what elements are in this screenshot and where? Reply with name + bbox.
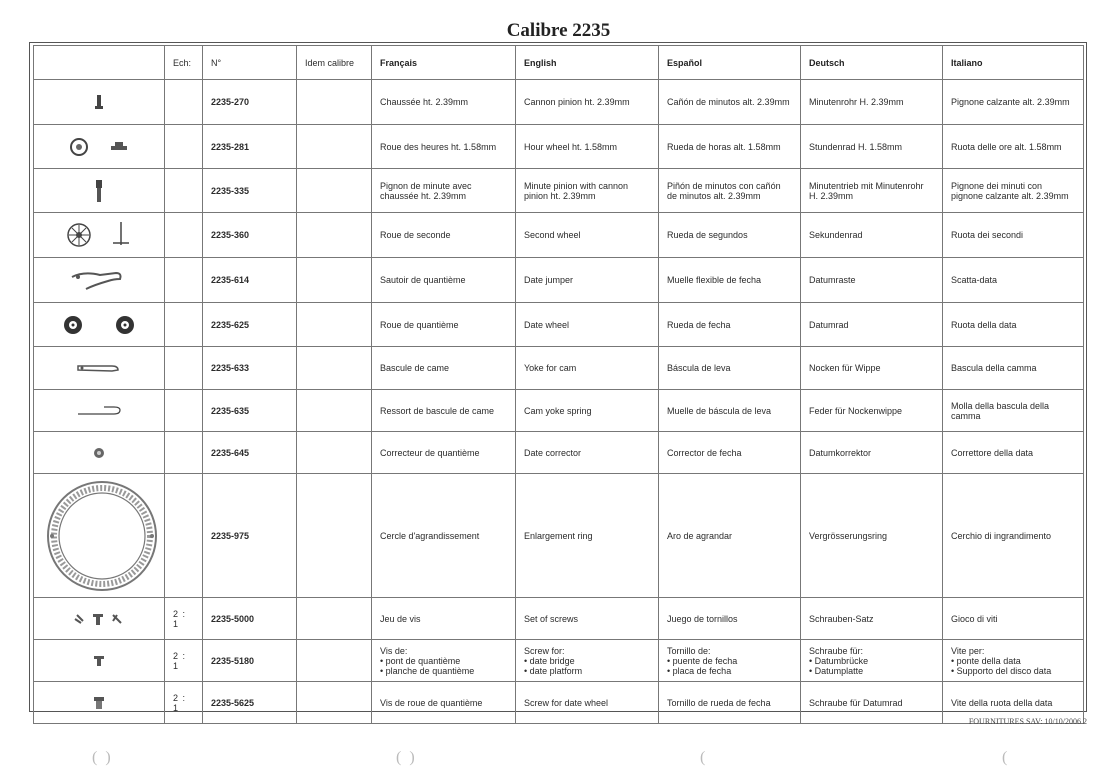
desc-de: Minutentrieb mit Minutenrohr H. 2.39mm (801, 169, 943, 213)
scale-cell (165, 303, 203, 347)
desc-bullet: • ponte della data (951, 655, 1021, 666)
desc-es: Tornillo de rueda de fecha (659, 682, 801, 724)
table-row (34, 258, 1084, 303)
desc-es: Rueda de horas alt. 1.58mm (659, 125, 801, 169)
desc-line: Vis de: (380, 645, 408, 656)
part-image-cell (34, 213, 165, 258)
desc-es: Aro de agrandar (659, 474, 801, 598)
yoke-cam-icon (74, 361, 124, 375)
date-wheel-screw-icon (91, 695, 107, 711)
desc-fr: Sautoir de quantième (372, 258, 516, 303)
table-row (34, 303, 1084, 347)
desc-en: Date wheel (516, 303, 659, 347)
scale-cell (165, 432, 203, 474)
desc-es: Rueda de fecha (659, 303, 801, 347)
table-row (34, 125, 1084, 169)
idem-calibre-cell (297, 682, 372, 724)
scale-cell (165, 390, 203, 432)
header-italian: Italiano (943, 46, 1084, 80)
part-number: 2235-975 (203, 474, 297, 598)
part-number: 2235-635 (203, 390, 297, 432)
table-row (34, 432, 1084, 474)
idem-calibre-cell (297, 213, 372, 258)
desc-es: Báscula de leva (659, 347, 801, 390)
part-number: 2235-360 (203, 213, 297, 258)
desc-it: Ruota dei secondi (943, 213, 1084, 258)
desc-it: Cerchio di ingrandimento (943, 474, 1084, 598)
desc-bullet: • Datumbrücke (809, 655, 869, 666)
desc-fr: Roue de seconde (372, 213, 516, 258)
desc-fr: Correcteur de quantième (372, 432, 516, 474)
part-image-cell (34, 347, 165, 390)
desc-de: Datumraste (801, 258, 943, 303)
desc-en: Minute pinion with cannon pinion ht. 2.39mm (516, 169, 659, 213)
idem-calibre-cell (297, 125, 372, 169)
desc-de: Sekundenrad (801, 213, 943, 258)
part-image-cell (34, 169, 165, 213)
desc-de: Nocken für Wippe (801, 347, 943, 390)
date-jumper-icon (64, 267, 134, 293)
part-image-cell (34, 474, 165, 598)
header-english: English (516, 46, 659, 80)
desc-en: Cam yoke spring (516, 390, 659, 432)
scale-cell (165, 169, 203, 213)
desc-en: Cannon pinion ht. 2.39mm (516, 80, 659, 125)
part-number: 2235-645 (203, 432, 297, 474)
desc-bullet: • Datumplatte (809, 665, 864, 676)
desc-bullet: • Supporto del disco data (951, 665, 1052, 676)
table-row (34, 169, 1084, 213)
header-spanish: Español (659, 46, 801, 80)
desc-de (801, 640, 943, 682)
desc-es: Muelle flexible de fecha (659, 258, 801, 303)
desc-es: Cañón de minutos alt. 2.39mm (659, 80, 801, 125)
desc-line: Schraube für: (809, 645, 864, 656)
idem-calibre-cell (297, 640, 372, 682)
desc-fr (372, 640, 516, 682)
desc-fr: Cercle d'agrandissement (372, 474, 516, 598)
desc-bullet: • date platform (524, 665, 583, 676)
desc-de: Schraube für Datumrad (801, 682, 943, 724)
desc-it: Pignone dei minuti con pignone calzante alt. 2.39mm (943, 169, 1084, 213)
table-header-row (34, 46, 1084, 80)
footer-reference: FOURNITURES SAV: 10/10/2006 2 (968, 717, 1087, 726)
desc-de: Datumrad (801, 303, 943, 347)
part-image-cell (34, 598, 165, 640)
screw-icon (91, 654, 107, 668)
desc-de: Datumkorrektor (801, 432, 943, 474)
desc-it: Bascula della camma (943, 347, 1084, 390)
table-row (34, 80, 1084, 125)
desc-es: Corrector de fecha (659, 432, 801, 474)
table-row (34, 474, 1084, 598)
desc-en: Yoke for cam (516, 347, 659, 390)
parts-table-frame (29, 42, 1087, 712)
desc-it: Molla della bascula della camma (943, 390, 1084, 432)
part-number: 2235-335 (203, 169, 297, 213)
desc-en (516, 640, 659, 682)
desc-bullet: • puente de fecha (667, 655, 738, 666)
header-ech: Ech: (165, 46, 203, 80)
yoke-spring-icon (74, 403, 124, 419)
desc-it: Scatta-data (943, 258, 1084, 303)
idem-calibre-cell (297, 303, 372, 347)
part-image-cell (34, 303, 165, 347)
desc-fr: Bascule de came (372, 347, 516, 390)
idem-calibre-cell (297, 598, 372, 640)
header-german: Deutsch (801, 46, 943, 80)
idem-calibre-cell (297, 390, 372, 432)
date-corrector-icon (91, 445, 107, 461)
part-image-cell (34, 432, 165, 474)
desc-line: Vite per: (951, 645, 985, 656)
desc-it: Pignone calzante alt. 2.39mm (943, 80, 1084, 125)
desc-de: Minutenrohr H. 2.39mm (801, 80, 943, 125)
part-image-cell (34, 80, 165, 125)
desc-de: Stundenrad H. 1.58mm (801, 125, 943, 169)
desc-en: Date corrector (516, 432, 659, 474)
desc-fr: Ressort de bascule de came (372, 390, 516, 432)
header-idem-calibre: Idem calibre (297, 46, 372, 80)
part-number: 2235-614 (203, 258, 297, 303)
desc-de: Feder für Nockenwippe (801, 390, 943, 432)
header-number: N° (203, 46, 297, 80)
scale-cell: 2 : 1 (165, 640, 203, 682)
desc-es (659, 640, 801, 682)
desc-en: Date jumper (516, 258, 659, 303)
desc-bullet: • planche de quantième (380, 665, 475, 676)
part-number: 2235-281 (203, 125, 297, 169)
desc-fr: Roue des heures ht. 1.58mm (372, 125, 516, 169)
desc-bullet: • date bridge (524, 655, 575, 666)
idem-calibre-cell (297, 474, 372, 598)
desc-en: Enlargement ring (516, 474, 659, 598)
desc-it: Gioco di viti (943, 598, 1084, 640)
desc-fr: Roue de quantième (372, 303, 516, 347)
part-image-cell (34, 640, 165, 682)
desc-en: Set of screws (516, 598, 659, 640)
header-french: Français (372, 46, 516, 80)
desc-fr: Vis de roue de quantième (372, 682, 516, 724)
scale-cell (165, 474, 203, 598)
table-row (34, 347, 1084, 390)
desc-en: Screw for date wheel (516, 682, 659, 724)
desc-es: Rueda de segundos (659, 213, 801, 258)
part-image-cell (34, 682, 165, 724)
parts-table (33, 45, 1084, 724)
desc-es: Piñón de minutos con cañón de minutos alt. 2.39mm (659, 169, 801, 213)
table-row (34, 213, 1084, 258)
part-number: 2235-625 (203, 303, 297, 347)
desc-fr: Chaussée ht. 2.39mm (372, 80, 516, 125)
scale-cell (165, 258, 203, 303)
desc-fr: Jeu de vis (372, 598, 516, 640)
desc-fr: Pignon de minute avec chaussée ht. 2.39mm (372, 169, 516, 213)
idem-calibre-cell (297, 80, 372, 125)
hour-wheel-icon (49, 135, 149, 159)
part-number: 2235-5180 (203, 640, 297, 682)
part-number: 2235-633 (203, 347, 297, 390)
screw-set-icon (69, 611, 129, 627)
punch-hole-mark: ( ) (92, 749, 111, 766)
date-wheel-icon (49, 313, 149, 337)
desc-bullet: • placa de fecha (667, 665, 732, 676)
part-image-cell (34, 125, 165, 169)
desc-line: Screw for: (524, 645, 565, 656)
table-row (34, 598, 1084, 640)
desc-es: Muelle de báscula de leva (659, 390, 801, 432)
minute-pinion-icon (89, 178, 109, 204)
scale-cell (165, 213, 203, 258)
part-image-cell (34, 258, 165, 303)
idem-calibre-cell (297, 347, 372, 390)
scale-cell: 2 : 1 (165, 682, 203, 724)
part-number: 2235-5625 (203, 682, 297, 724)
desc-es: Juego de tornillos (659, 598, 801, 640)
desc-it: Ruota delle ore alt. 1.58mm (943, 125, 1084, 169)
cannon-pinion-icon (89, 92, 109, 112)
desc-en: Second wheel (516, 213, 659, 258)
scale-cell (165, 125, 203, 169)
idem-calibre-cell (297, 258, 372, 303)
part-image-cell (34, 390, 165, 432)
punch-hole-mark: ( (1002, 749, 1008, 766)
desc-bullet: • pont de quantième (380, 655, 461, 666)
table-row (34, 640, 1084, 682)
desc-it: Vite della ruota della data (943, 682, 1084, 724)
desc-it: Ruota della data (943, 303, 1084, 347)
desc-de: Schrauben-Satz (801, 598, 943, 640)
second-wheel-icon (49, 219, 149, 251)
desc-it: Correttore della data (943, 432, 1084, 474)
scale-cell (165, 347, 203, 390)
scale-cell: 2 : 1 (165, 598, 203, 640)
page-title: Calibre 2235 (506, 20, 611, 41)
part-number: 2235-5000 (203, 598, 297, 640)
desc-de: Vergrösserungsring (801, 474, 943, 598)
idem-calibre-cell (297, 432, 372, 474)
desc-it (943, 640, 1084, 682)
idem-calibre-cell (297, 169, 372, 213)
desc-line: Tornillo de: (667, 645, 711, 656)
desc-en: Hour wheel ht. 1.58mm (516, 125, 659, 169)
part-number: 2235-270 (203, 80, 297, 125)
punch-hole-mark: ( (700, 749, 706, 766)
scale-cell (165, 80, 203, 125)
header-image (34, 46, 165, 80)
punch-hole-mark: ( ) (396, 749, 415, 766)
enlargement-ring-icon (42, 478, 162, 594)
table-row (34, 390, 1084, 432)
table-row (34, 682, 1084, 724)
